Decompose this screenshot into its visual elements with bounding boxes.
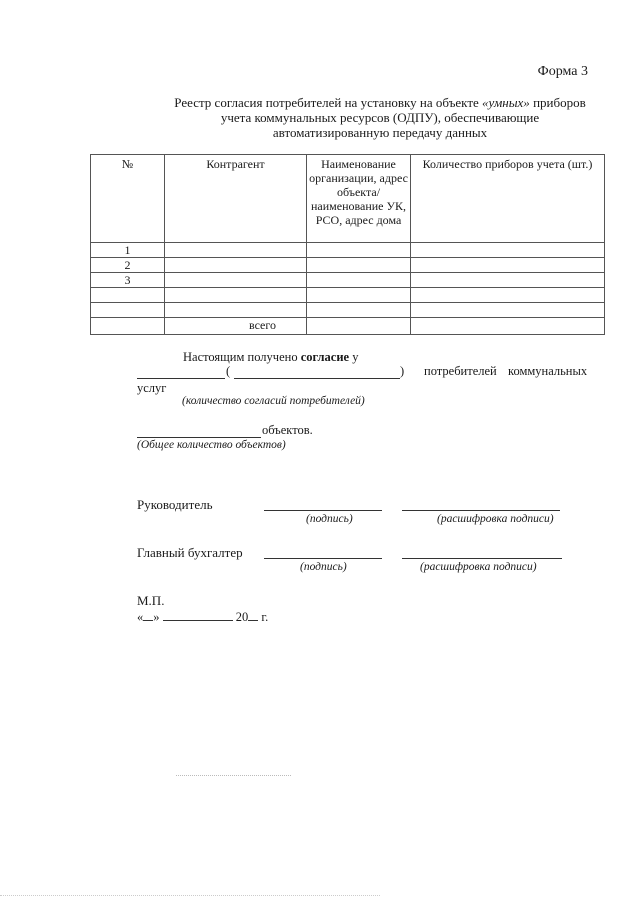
date-month-line [163, 620, 233, 621]
table-row [91, 258, 605, 273]
table-row [91, 303, 605, 318]
total-label-text: всего [248, 318, 276, 332]
head-signature-caption: (подпись) [306, 513, 353, 525]
consent-line1 [183, 350, 358, 365]
row-number: 3 [91, 273, 165, 288]
table-cell [91, 318, 165, 335]
scan-artifact-line [176, 775, 291, 776]
row-number [91, 303, 165, 318]
date-quote-close: » [153, 610, 160, 624]
date-year-prefix: 20 [235, 610, 249, 624]
consent-count-caption: (количество согласий потребителей) [182, 395, 365, 407]
table-cell [307, 273, 411, 288]
registry-table [90, 154, 605, 335]
head-signature-line [264, 510, 382, 511]
paren-open: ( [226, 364, 231, 378]
date-line [137, 610, 268, 625]
table-total-row [91, 318, 605, 335]
title-part1: Реестр согласия потребителей на установку на объекте [174, 95, 483, 110]
row-number: 1 [91, 243, 165, 258]
document-title [150, 95, 610, 140]
head-decoding-caption: (расшифровка подписи) [437, 513, 554, 525]
col-header-number: № [91, 155, 165, 243]
table-cell [411, 318, 605, 335]
form-number: Форма 3 [537, 64, 588, 79]
head-decoding-line [402, 510, 560, 511]
scan-artifact-line [0, 895, 380, 896]
table-cell [307, 318, 411, 335]
consent-count-line [137, 378, 225, 379]
table-cell [307, 258, 411, 273]
table-cell [165, 243, 307, 258]
consent-text-bold: согласие [300, 350, 350, 364]
table-cell [165, 288, 307, 303]
date-year-line [248, 620, 258, 621]
accountant-decoding-caption: (расшифровка подписи) [420, 561, 537, 573]
table-cell [307, 243, 411, 258]
objects-word: объектов. [262, 423, 313, 437]
title-line3: автоматизированную передачу данных [272, 125, 488, 140]
table-cell [307, 303, 411, 318]
total-label [165, 318, 307, 335]
col-header-counterparty: Контрагент [165, 155, 307, 243]
table-cell [165, 273, 307, 288]
title-italic: «умных» [482, 95, 530, 110]
consent-words-line [234, 378, 400, 379]
table-cell [165, 303, 307, 318]
head-label: Руководитель [137, 497, 213, 512]
title-line2: учета коммунальных ресурсов (ОДПУ), обеспечивающие [220, 110, 540, 125]
accountant-decoding-line [402, 558, 562, 559]
services-word: услуг [137, 381, 167, 395]
row-number: 2 [91, 258, 165, 273]
consumers-word: потребителей [424, 364, 497, 378]
table-cell [411, 243, 605, 258]
date-year-suffix: г. [261, 610, 269, 624]
table-row [91, 288, 605, 303]
accountant-signature-line [264, 558, 382, 559]
accountant-signature-caption: (подпись) [300, 561, 347, 573]
date-day-line [143, 620, 153, 621]
table-cell [307, 288, 411, 303]
table-header-row [91, 155, 605, 243]
row-number [91, 288, 165, 303]
objects-count-line [137, 437, 261, 438]
objects-caption: (Общее количество объектов) [137, 439, 286, 451]
col-header-meter-count: Количество приборов учета (шт.) [411, 155, 605, 243]
utilities-word: коммунальных [508, 364, 588, 378]
col-header-organization: Наименование организации, адрес объекта/ наименование УК, РСО, адрес дома [307, 155, 411, 243]
table-cell [411, 273, 605, 288]
consent-text-c: у [349, 350, 359, 364]
table-cell [411, 303, 605, 318]
table-cell [411, 258, 605, 273]
stamp-label: М.П. [137, 593, 165, 608]
paren-close: ) [400, 364, 405, 378]
table-cell [165, 258, 307, 273]
title-part2: приборов [529, 95, 586, 110]
date-quote-open: « [137, 610, 144, 624]
table-cell [411, 288, 605, 303]
table-row [91, 243, 605, 258]
consent-text-a: Настоящим получено [183, 350, 301, 364]
table-row [91, 273, 605, 288]
accountant-label: Главный бухгалтер [137, 545, 243, 560]
